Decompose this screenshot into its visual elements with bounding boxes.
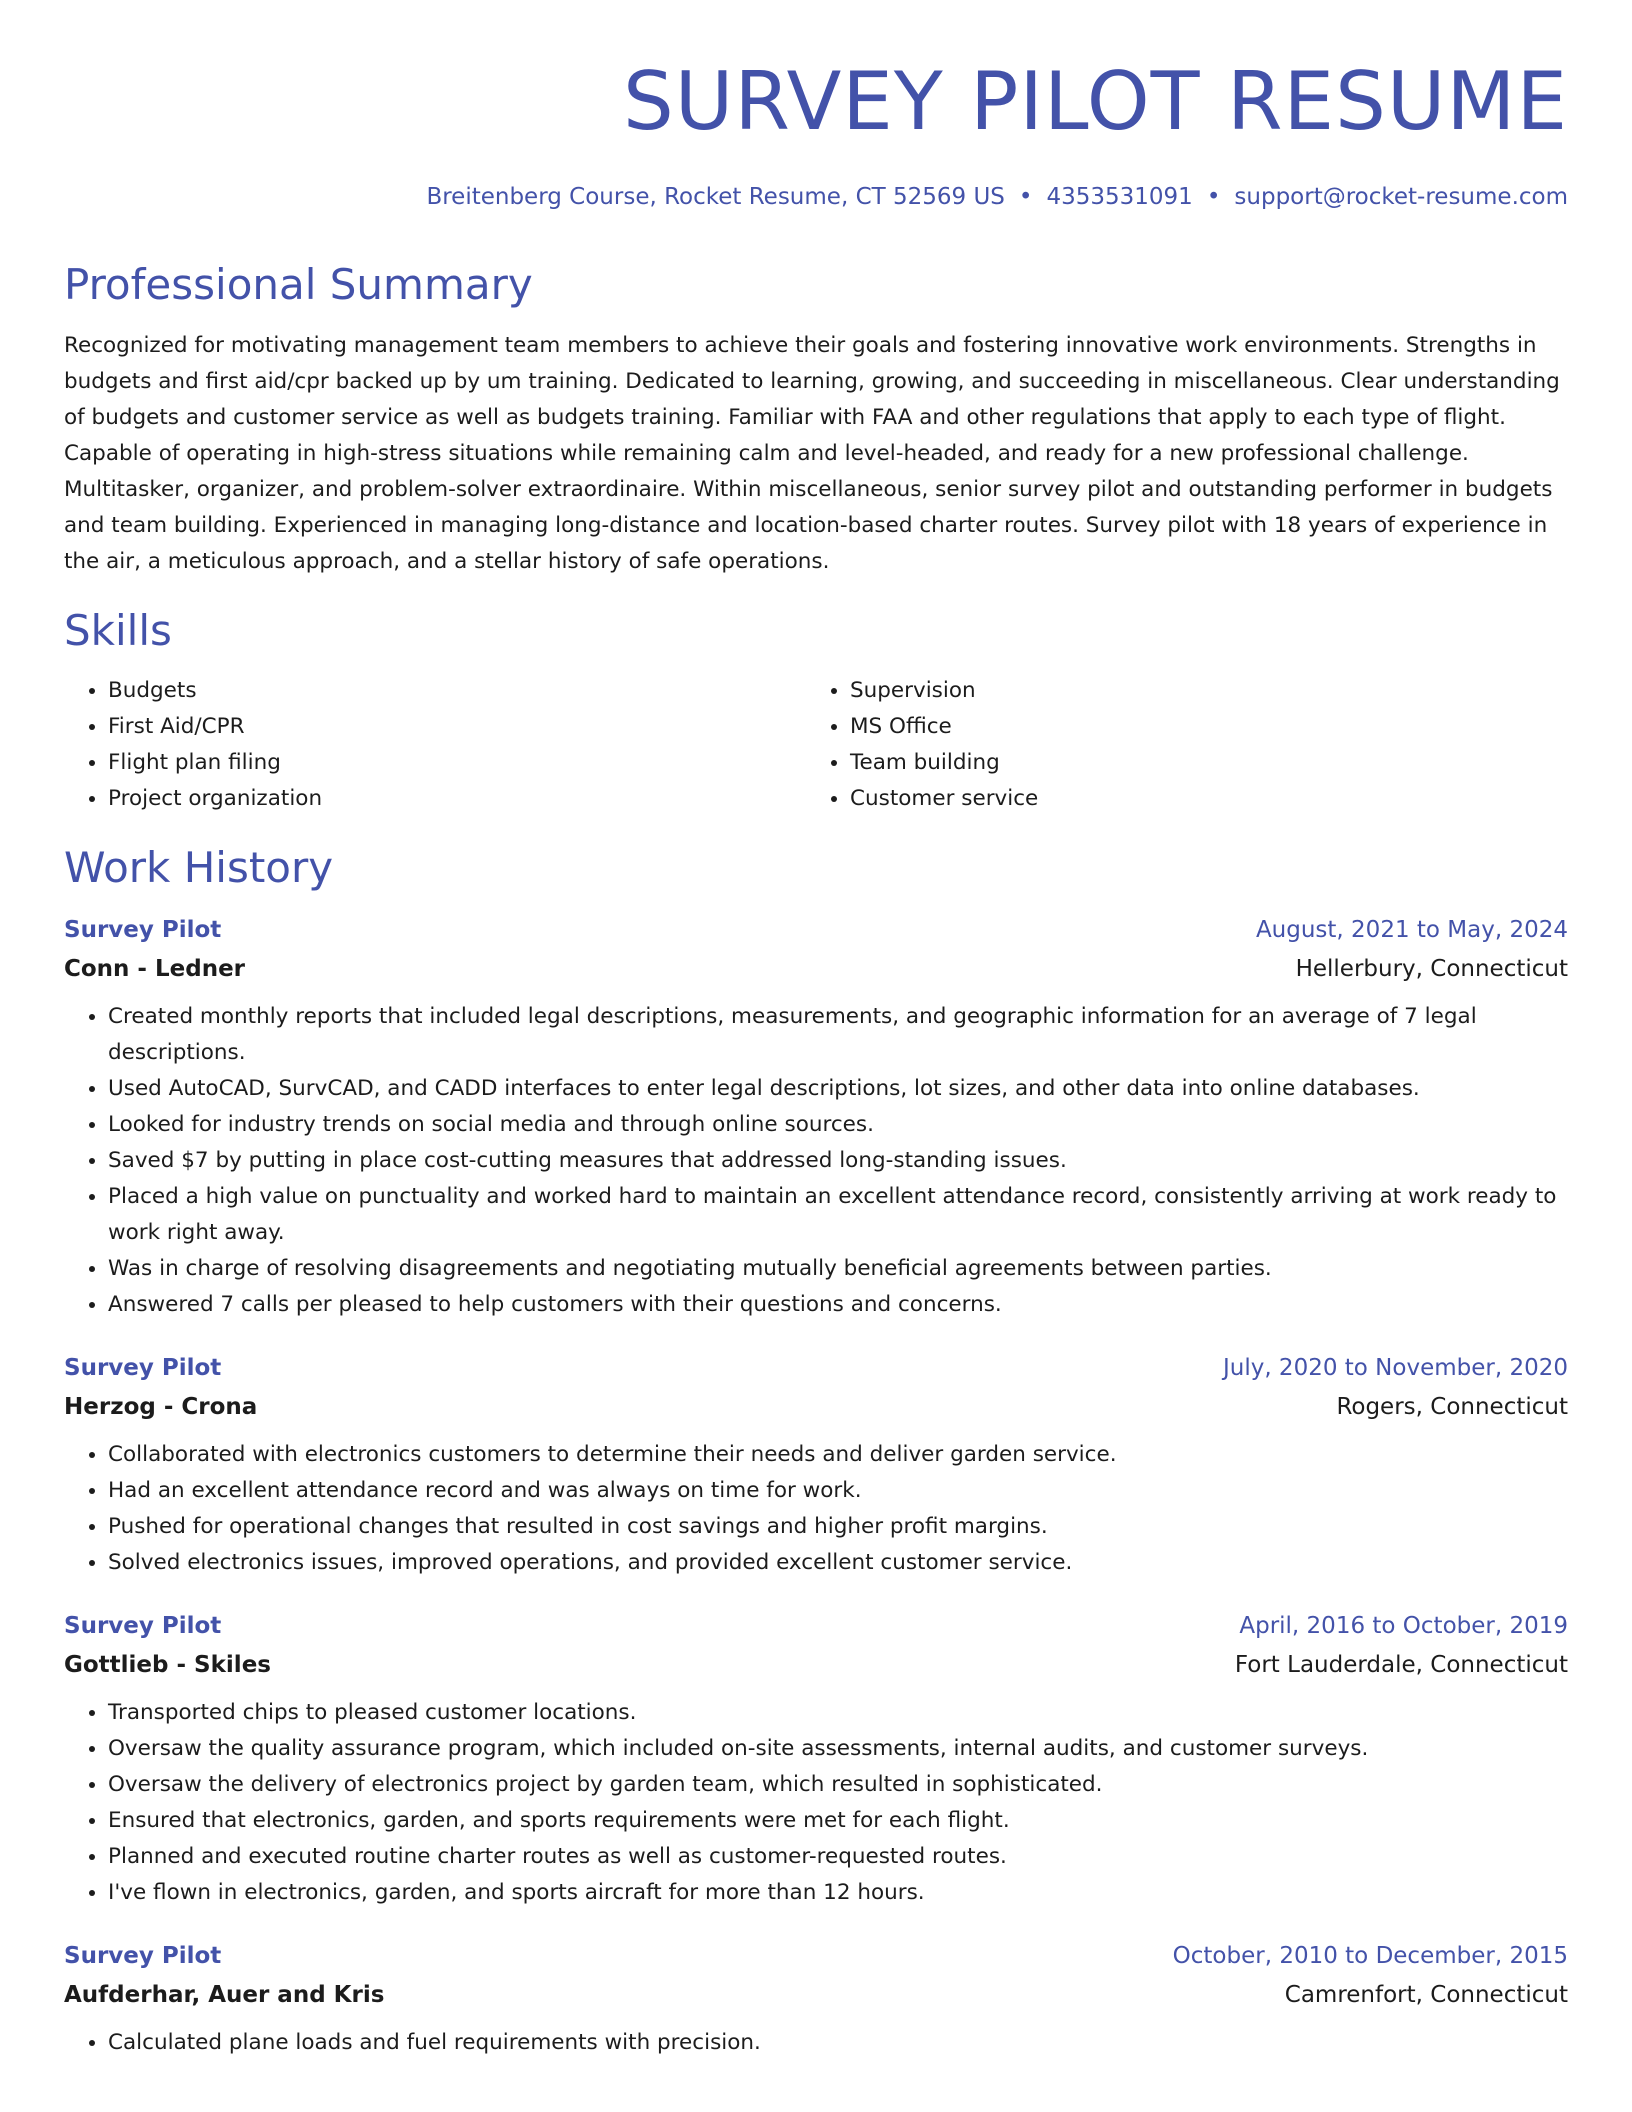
job-location: Camrenfort, Connecticut (1284, 1982, 1568, 2009)
job-bullet: • Ensured that electronics, garden, and sports requirements were met for each flight. (108, 1803, 1568, 1839)
job-bullet: • Had an excellent attendance record and was always on time for work. (108, 1473, 1568, 1509)
job-bullets (64, 1695, 1568, 1911)
contact-email[interactable]: support@rocket-resume.com (1234, 184, 1568, 210)
job-title: Survey Pilot (64, 917, 222, 944)
job-bullet: • Created monthly reports that included legal descriptions, measurements, and geographic information for an average of 7 legal descriptions. (108, 999, 1568, 1071)
contact-address: Breitenberg Course, Rocket Resume, CT 52569 US (426, 184, 1005, 210)
job-dates: April, 2016 to October, 2019 (1239, 1613, 1568, 1640)
job-dates: October, 2010 to December, 2015 (1172, 1943, 1568, 1970)
job-company: Gottlieb - Skiles (64, 1652, 271, 1679)
job-dates: July, 2020 to November, 2020 (1222, 1355, 1568, 1382)
summary-text: Recognized for motivating management team members to achieve their goals and fostering innovative work environments. Strengths in budgets and first aid/cpr backed up by um training. Dedicated to learning, growing, and succeeding in miscellaneous. Clear understanding of budgets and customer service as well as budgets training. Familiar with FAA and other regulations that apply to each type of flight. Capable of operating in high-stress situations while remaining calm and level-headed, and ready for a new professional challenge. Multitasker, organizer, and problem-solver extraordinaire. Within miscellaneous, senior survey pilot and outstanding performer in budgets and team building. Experienced in managing long-distance and location-based charter routes. Survey pilot with 18 years of experience in the air, a meticulous approach, and a stellar history of safe operations. (64, 333, 1560, 575)
job-bullet: • Answered 7 calls per pleased to help customers with their questions and concerns. (108, 1287, 1568, 1323)
skill-item: • Supervision (850, 673, 1548, 709)
job-title: Survey Pilot (64, 1943, 222, 1970)
job-company: Herzog - Crona (64, 1394, 258, 1421)
skills-list (64, 673, 1568, 817)
job-bullets (64, 999, 1568, 1323)
job-header-row (64, 1607, 1568, 1645)
job-bullet: • I've flown in electronics, garden, and sports aircraft for more than 12 hours. (108, 1875, 1568, 1911)
job-bullet: • Was in charge of resolving disagreements and negotiating mutually beneficial agreements between parties. (108, 1251, 1568, 1287)
job-bullet: • Saved $7 by putting in place cost-cutting measures that addressed long-standing issues. (108, 1143, 1568, 1179)
job-company: Conn - Ledner (64, 956, 246, 983)
contact-separator: • (1206, 184, 1221, 210)
skill-item: • Project organization (108, 781, 806, 817)
job-bullet: • Oversaw the delivery of electronics project by garden team, which resulted in sophisticated. (108, 1767, 1568, 1803)
skills-column-right (806, 673, 1548, 817)
job-location: Rogers, Connecticut (1336, 1394, 1568, 1421)
summary-heading: Professional Summary (64, 260, 533, 309)
skill-item: • Budgets (108, 673, 806, 709)
job-bullet: • Solved electronics issues, improved operations, and provided excellent customer service. (108, 1545, 1568, 1581)
contact-separator: • (1018, 184, 1033, 210)
job-company-row (64, 1387, 1568, 1427)
job-header-row (64, 1349, 1568, 1387)
contact-line (64, 184, 1568, 210)
skill-item: • Team building (850, 745, 1548, 781)
job-header-row (64, 911, 1568, 949)
job-entry (64, 1937, 1568, 2061)
work-history-heading: Work History (64, 842, 334, 892)
job-bullet: • Transported chips to pleased customer locations. (108, 1695, 1568, 1731)
job-title: Survey Pilot (64, 1355, 222, 1382)
job-bullet: • Looked for industry trends on social media and through online sources. (108, 1107, 1568, 1143)
job-entry (64, 1349, 1568, 1581)
job-dates: August, 2021 to May, 2024 (1255, 917, 1568, 944)
job-title: Survey Pilot (64, 1613, 222, 1640)
contact-phone: 4353531091 (1046, 184, 1193, 210)
job-company-row (64, 1645, 1568, 1685)
job-bullet: • Oversaw the quality assurance program, which included on-site assessments, internal audits, and customer surveys. (108, 1731, 1568, 1767)
job-bullet: • Pushed for operational changes that resulted in cost savings and higher profit margins. (108, 1509, 1568, 1545)
job-company-row (64, 949, 1568, 989)
skill-item: • Customer service (850, 781, 1548, 817)
job-bullet: • Planned and executed routine charter routes as well as customer-requested routes. (108, 1839, 1568, 1875)
job-company: Aufderhar, Auer and Kris (64, 1982, 385, 2009)
job-location: Hellerbury, Connecticut (1295, 956, 1568, 983)
job-bullets (64, 2025, 1568, 2061)
job-bullet: • Used AutoCAD, SurvCAD, and CADD interfaces to enter legal descriptions, lot sizes, and other data into online databases. (108, 1071, 1568, 1107)
resume-title: SURVEY PILOT RESUME (623, 55, 1568, 148)
skills-heading: Skills (64, 606, 172, 656)
job-header-row (64, 1937, 1568, 1975)
job-bullets (64, 1437, 1568, 1581)
job-location: Fort Lauderdale, Connecticut (1234, 1652, 1568, 1679)
skills-column-left (64, 673, 806, 817)
job-company-row (64, 1975, 1568, 2015)
job-bullet: • Collaborated with electronics customers to determine their needs and deliver garden service. (108, 1437, 1568, 1473)
skill-item: • Flight plan filing (108, 745, 806, 781)
skill-item: • First Aid/CPR (108, 709, 806, 745)
job-entry (64, 911, 1568, 1323)
job-bullet: • Calculated plane loads and fuel requirements with precision. (108, 2025, 1568, 2061)
skill-item: • MS Office (850, 709, 1548, 745)
job-entry (64, 1607, 1568, 1911)
job-bullet: • Placed a high value on punctuality and worked hard to maintain an excellent attendance record, consistently arriving at work ready to work right away. (108, 1179, 1568, 1251)
